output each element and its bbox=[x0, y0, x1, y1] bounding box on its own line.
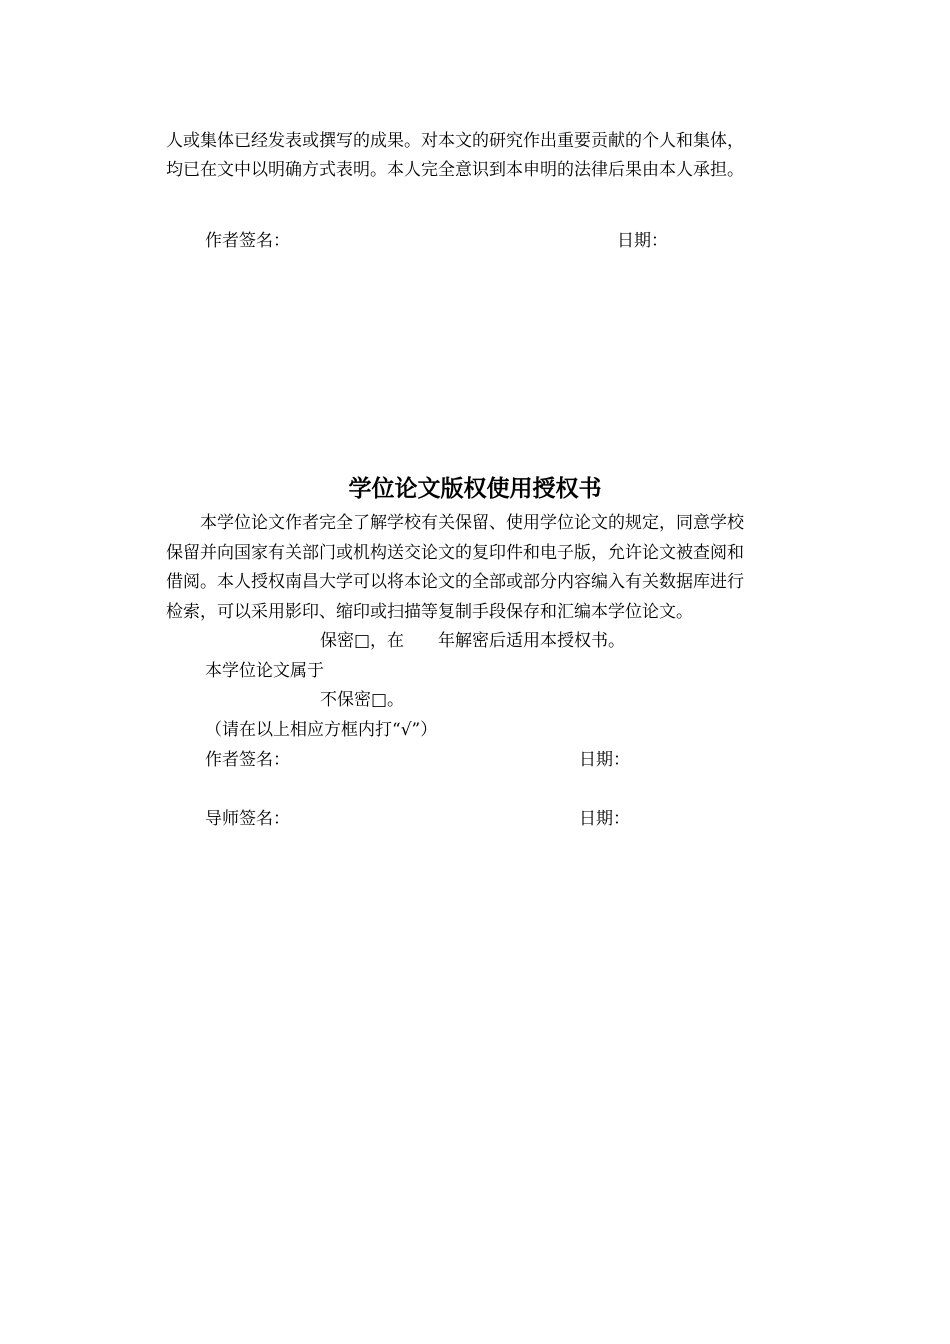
authorization-paragraph bbox=[166, 509, 826, 627]
declaration-line-1: 人或集体已经发表或撰写的成果。对本文的研究作出重要贡献的个人和集体， bbox=[166, 131, 744, 151]
declaration-date-label: 日期： bbox=[617, 231, 668, 251]
authorization-title: 学位论文版权使用授权书 bbox=[348, 476, 602, 502]
thesis-belongs-label: 本学位论文属于 bbox=[205, 661, 324, 681]
checkbox-instruction: （请在以上相应方框内打“√”） bbox=[205, 720, 438, 740]
paragraph-line-2: 保留并向国家有关部门或机构送交论文的复印件和电子版，允许论文被查阅和 bbox=[166, 542, 744, 563]
advisor-date-label: 日期： bbox=[579, 809, 630, 829]
option-not-secret: 不保密□。 bbox=[320, 690, 405, 710]
option-secret: 保密□，在 年解密后适用本授权书。 bbox=[320, 631, 626, 651]
declaration-line-2: 均已在文中以明确方式表明。本人完全意识到本申明的法律后果由本人承担。 bbox=[166, 160, 744, 180]
paragraph-line-1: 本学位论文作者完全了解学校有关保留、使用学位论文的规定，同意学校 bbox=[200, 513, 744, 533]
author-date-label: 日期： bbox=[579, 750, 630, 770]
paragraph-line-4: 检索，可以采用影印、缩印或扫描等复制手段保存和汇编本学位论文。 bbox=[166, 601, 693, 622]
author-signature-label: 作者签名： bbox=[205, 231, 290, 251]
advisor-signature-label: 导师签名： bbox=[205, 809, 290, 829]
author-signature-label-2: 作者签名： bbox=[205, 750, 290, 770]
paragraph-line-3: 借阅。本人授权南昌大学可以将本论文的全部或部分内容编入有关数据库进行 bbox=[166, 572, 744, 593]
